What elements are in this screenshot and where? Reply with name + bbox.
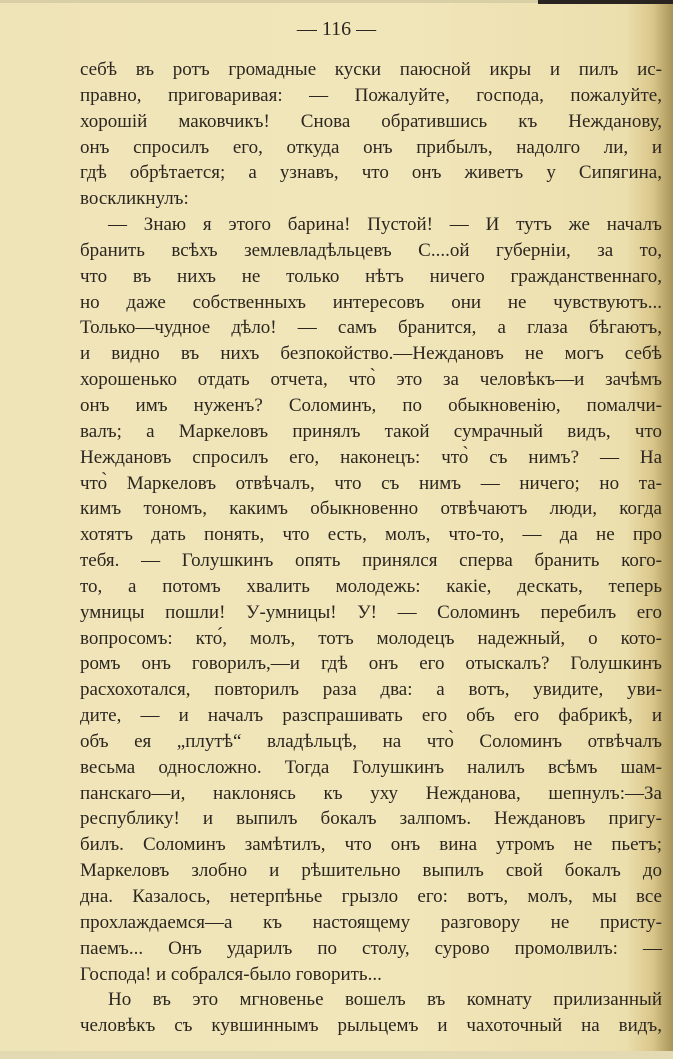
- text-line: республику! и выпилъ бокалъ залпомъ. Неждановъ пригу-: [80, 808, 662, 830]
- text-line: кимъ тономъ, какимъ обыкновенно отвѣчаютъ люди, когда: [80, 498, 662, 520]
- text-line: паемъ... Онъ ударилъ по столу, сурово промолвилъ: —: [80, 937, 662, 959]
- text-line: тебя. — Голушкинъ опять принялся сперва бранить кого-: [80, 550, 662, 572]
- text-line: Господа! и собрался-было говорить...: [80, 963, 382, 985]
- text-line: что̀ Маркеловъ отвѣчалъ, что съ нимъ — ничего; но та-: [80, 472, 662, 494]
- text-line: ромъ онъ говорилъ,—и гдѣ онъ его отыскалъ? Голушкинъ: [80, 653, 662, 675]
- text-line: хотятъ дать понять, что есть, молъ, что-то, — да не про: [80, 524, 662, 546]
- text-line: панскаго—и, наклонясь къ уху Нежданова, шепнулъ:—За: [80, 782, 662, 804]
- text-line: но даже собственныхъ интересовъ они не чувствуютъ...: [80, 291, 662, 313]
- text-line: прохлаждаемся—а къ настоящему разговору не присту-: [80, 911, 662, 933]
- text-line: себѣ въ ротъ громадные куски паюсной икры и пилъ ис-: [80, 59, 662, 80]
- text-line: человѣкъ съ кувшиннымъ рыльцемъ и чахоточный на видъ,: [80, 1015, 662, 1037]
- scan-bottom-edge: [0, 1051, 673, 1059]
- page-number: — 116 —: [296, 18, 377, 40]
- text-line: дна. Казалось, нетерпѣнье грызло его: вотъ, молъ, мы все: [80, 886, 662, 907]
- text-line: дите, — и началъ разспрашивать его объ его фабрикѣ, и: [80, 705, 662, 727]
- text-line: то, а потомъ хвалить молодежь: какіе, дескать, теперь: [80, 575, 662, 597]
- text-line: и видно въ нихъ безпокойство.—Неждановъ не могъ себѣ: [80, 343, 662, 365]
- text-line: Но въ это мгновенье вошелъ въ комнату прилизанный: [108, 989, 662, 1011]
- text-line: онъ спросилъ его, откуда онъ прибылъ, надолго ли, и: [80, 136, 662, 158]
- scan-edge-shadow: [538, 0, 673, 4]
- text-line: Неждановъ спросилъ его, наконецъ: что̀ съ нимъ? — На: [80, 446, 662, 468]
- text-line: расхохотался, повторилъ раза два: а вотъ, увидите, уви-: [80, 679, 662, 701]
- text-line: весьма односложно. Тогда Голушкинъ налилъ всѣмъ шам-: [80, 756, 662, 778]
- text-line: что въ нихъ не только нѣтъ ничего гражданственнаго,: [80, 265, 662, 287]
- text-line: объ ея „плутѣ“ владѣльцѣ, на что̀ Соломинъ отвѣчалъ: [80, 730, 662, 752]
- text-line: гдѣ обрѣтается; а узнавъ, что онъ живетъ у Сипягина,: [80, 162, 662, 184]
- text-line: вопросомъ: кто́, молъ, тотъ молодецъ надежный, о кото-: [80, 627, 662, 649]
- text-line: воскликнулъ:: [80, 188, 189, 210]
- text-line: валъ; а Маркеловъ принялъ такой сумрачный видъ, что: [80, 420, 662, 442]
- text-line: хорошенько отдать отчета, что̀ это за человѣкъ—и зачѣмъ: [80, 369, 662, 391]
- text-line: бранить всѣхъ землевладѣльцевъ С....ой губерніи, за то,: [80, 239, 662, 261]
- text-line: Маркеловъ злобно и рѣшительно выпилъ свой бокалъ до: [80, 860, 662, 882]
- text-line: — Знаю я этого барина! Пустой! — И тутъ же началъ: [108, 214, 662, 236]
- text-line: хорошій маковчикъ! Снова обратившись къ Нежданову,: [80, 110, 662, 132]
- text-line: правно, приговаривая: — Пожалуйте, господа, пожалуйте,: [80, 84, 662, 106]
- text-line: умницы пошли! У-умницы! У! — Соломинъ перебилъ его: [80, 601, 662, 623]
- text-line: билъ. Соломинъ замѣтилъ, что онъ вина утромъ не пьетъ;: [80, 834, 662, 856]
- page-body: [80, 57, 662, 1039]
- text-line: онъ имъ нуженъ? Соломинъ, по обыкновенію, помалчи-: [80, 394, 662, 416]
- text-line: Только—чудное дѣло! — самъ бранится, а глаза бѣгаютъ,: [80, 317, 662, 339]
